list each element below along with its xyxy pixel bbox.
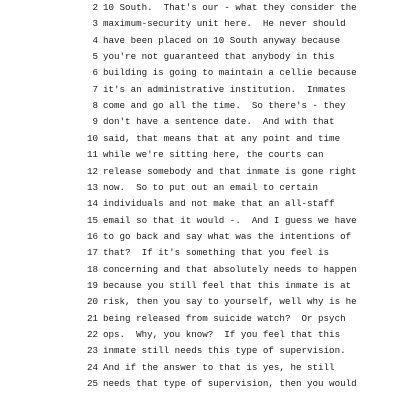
line-number: 25 bbox=[86, 378, 98, 390]
line-number: 24 bbox=[86, 361, 98, 373]
line-number: 19 bbox=[86, 279, 98, 291]
line-text: And if the answer to that is yes, he still bbox=[103, 361, 335, 373]
line-number: 23 bbox=[86, 345, 98, 357]
line-text: maximum-security unit here. He never should bbox=[103, 18, 346, 30]
line-text: needs that type of supervision, then you would bbox=[103, 378, 357, 390]
line-number: 22 bbox=[86, 329, 98, 340]
line-text: to go back and say what was the intentions of bbox=[103, 230, 352, 242]
line-number: 9 bbox=[92, 116, 98, 128]
line-text: that? If it's something that you feel is bbox=[103, 247, 330, 259]
line-text: you're not guaranteed that anybody in this bbox=[103, 51, 335, 63]
line-text: being released from suicide watch? Or psych bbox=[103, 312, 346, 324]
line-text: building is going to maintain a cellie because bbox=[103, 67, 357, 79]
line-number: 20 bbox=[86, 296, 98, 308]
line-number: 8 bbox=[92, 100, 98, 112]
line-number: 21 bbox=[86, 312, 98, 324]
line-number: 18 bbox=[86, 263, 98, 275]
line-text: risk, then you say to yourself, well why is he bbox=[103, 296, 357, 308]
line-text: have been placed on 10 South anyway because bbox=[103, 34, 341, 46]
line-number: 3 bbox=[92, 18, 98, 30]
line-text: inmate still needs this type of supervision. bbox=[103, 345, 346, 357]
line-number: 4 bbox=[92, 34, 98, 46]
line-text: said, that means that at any point and time bbox=[103, 132, 341, 144]
line-number: 2 bbox=[92, 2, 98, 13]
line-text: come and go all the time. So there's - they bbox=[103, 100, 346, 112]
line-text: concerning and that absolutely needs to happen bbox=[103, 263, 357, 275]
line-text: now. So to put out an email to certain bbox=[103, 181, 319, 193]
line-number: 14 bbox=[86, 198, 98, 210]
line-text: because you still feel that this inmate is at bbox=[103, 279, 352, 291]
line-text: don't have a sentence date. And with that bbox=[103, 116, 335, 128]
line-number: 6 bbox=[92, 67, 98, 79]
line-number: 15 bbox=[86, 214, 98, 226]
line-number: 17 bbox=[86, 247, 98, 259]
line-number: 11 bbox=[86, 149, 98, 161]
line-number: 13 bbox=[86, 181, 98, 193]
line-number: 7 bbox=[92, 83, 98, 95]
line-text: 10 South. That's our - what they consider the bbox=[103, 2, 357, 13]
line-number: 16 bbox=[86, 230, 98, 242]
line-text: release somebody and that inmate is gone right bbox=[103, 165, 357, 177]
line-text: it's an administrative institution. Inmates bbox=[103, 83, 346, 95]
line-text: individuals and not make that an all-staff bbox=[103, 198, 335, 210]
line-text: while we're sitting here, the courts can bbox=[103, 149, 324, 161]
line-number: 5 bbox=[92, 51, 98, 63]
line-text: email so that it would -. And I guess we have bbox=[103, 214, 357, 226]
line-number: 12 bbox=[86, 165, 98, 177]
line-text: ops. Why, you know? If you feel that this bbox=[103, 329, 341, 340]
line-number: 10 bbox=[86, 132, 98, 144]
